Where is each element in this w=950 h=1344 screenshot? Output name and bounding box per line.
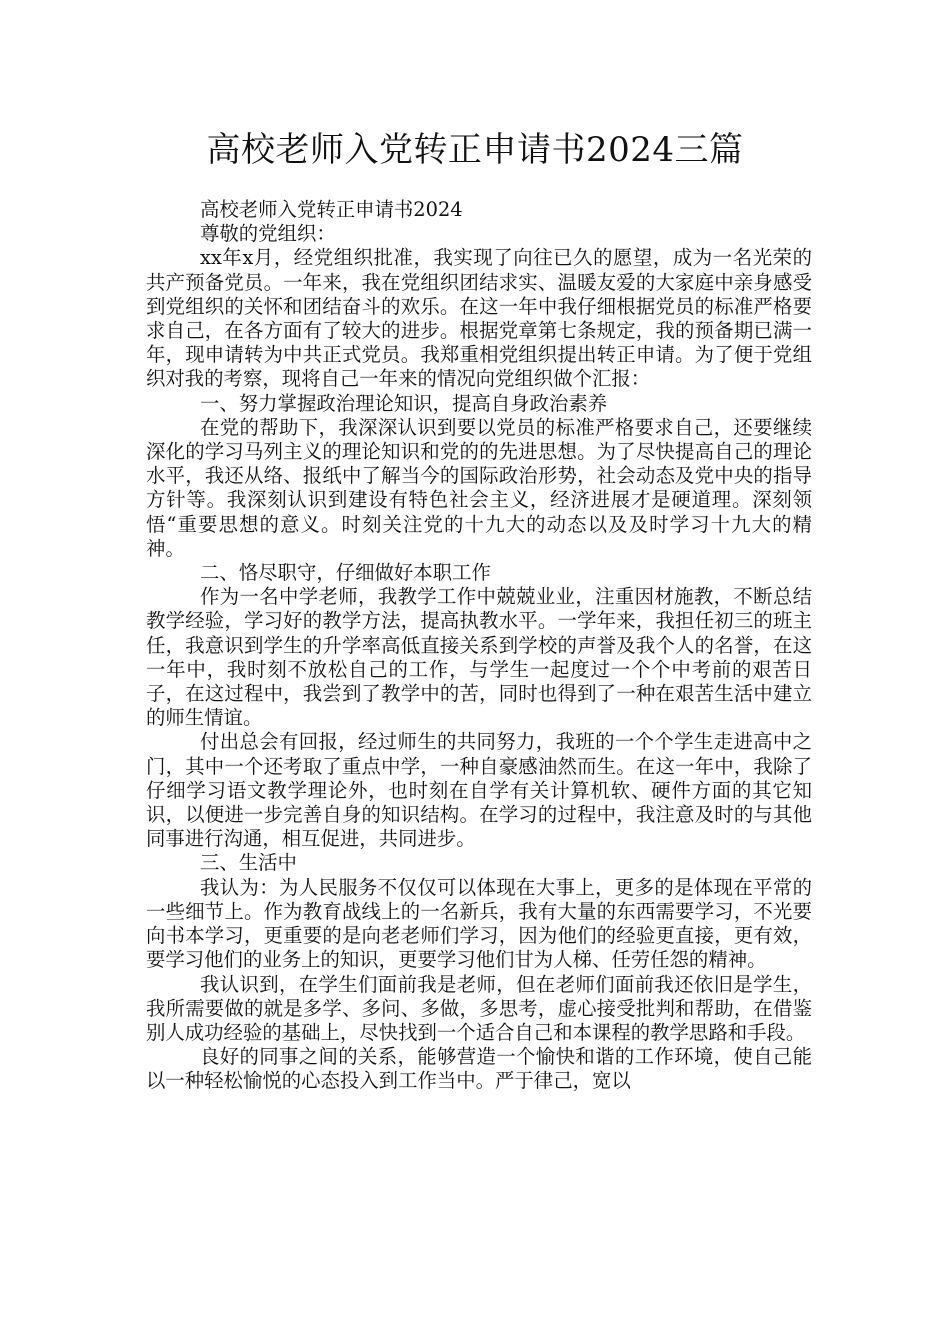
section-heading-1: 一、努力掌握政治理论知识，提高自身政治素养	[200, 391, 608, 415]
document-body	[146, 198, 812, 1094]
document-title: 高校老师入党转正申请书2024三篇	[206, 130, 744, 170]
paragraph-intro: xx年x月，经党组织批准，我实现了向往已久的愿望，成为一名光荣的共产预备党员。一年来，我在党组织团结求实、温暖友爱的大家庭中亲身感受到党组织的关怀和团结奋斗的欢乐。在这一年中我仔细根据党员的标准严格要求自己，在各方面有了较大的进步。根据党章第七条规定，我的预备期已满一年，现申请转为中共正式党员。我郑重相党组织提出转正申请。为了便于党组织对我的考察，现将自己一年来的情况向党组织做个汇报：	[146, 246, 812, 391]
section-heading-3: 三、生活中	[200, 851, 297, 875]
section-heading-2: 二、恪尽职守，仔细做好本职工作	[200, 561, 491, 585]
paragraph-colleagues: 良好的同事之间的关系，能够营造一个愉快和谐的工作环境，使自己能以一种轻松愉悦的心态投入到工作当中。严于律己，宽以	[146, 1045, 812, 1093]
paragraph-work: 作为一名中学老师，我教学工作中兢兢业业，注重因材施教，不断总结教学经验，学习好的教学方法，提高执教水平。一学年来，我担任初三的班主任，我意识到学生的升学率高低直接关系到学校的声誉及我个人的名誉，在这一年中，我时刻不放松自己的工作，与学生一起度过一个个中考前的艰苦日子，在这过程中，我尝到了教学中的苦，同时也得到了一种在艰苦生活中建立的师生情谊。	[146, 585, 812, 730]
paragraph-learning: 我认识到，在学生们面前我是老师，但在老师们面前我还依旧是学生，我所需要做的就是多学、多问、多做，多思考，虚心接受批判和帮助，在借鉴别人成功经验的基础上，尽快找到一个适合自己和本课程的教学思路和手段。	[146, 972, 812, 1044]
subtitle-line: 高校老师入党转正申请书2024	[200, 198, 463, 221]
paragraph-service: 我认为：为人民服务不仅仅可以体现在大事上，更多的是体现在平常的一些细节上。作为教育战线上的一名新兵，我有大量的东西需要学习，不光要向书本学习，更重要的是向老老师们学习，因为他们的经验更直接，更有效，要学习他们的业务上的知识，更要学习他们甘为人梯、任劳任怨的精神。	[146, 875, 812, 972]
salutation: 尊敬的党组织：	[200, 222, 336, 246]
paragraph-results: 付出总会有回报，经过师生的共同努力，我班的一个个学生走进高中之门，其中一个还考取了重点中学，一种自豪感油然而生。在这一年中，我除了仔细学习语文教学理论外，也时刻在自学有关计算机软、硬件方面的其它知识，以便进一步完善自身的知识结构。在学习的过程中，我注意及时的与其他同事进行沟通，相互促进，共同进步。	[146, 730, 812, 851]
paragraph-theory: 在党的帮助下，我深深认识到要以党员的标准严格要求自己，还要继续深化的学习马列主义的理论知识和党的的先进思想。为了尽快提高自己的理论水平，我还从络、报纸中了解当今的国际政治形势，社会动态及党中央的指导方针等。我深刻认识到建设有特色社会主义，经济进展才是硬道理。深刻领悟“重要思想的意义。时刻关注党的十九大的动态以及及时学习十九大的精神。	[146, 415, 812, 560]
